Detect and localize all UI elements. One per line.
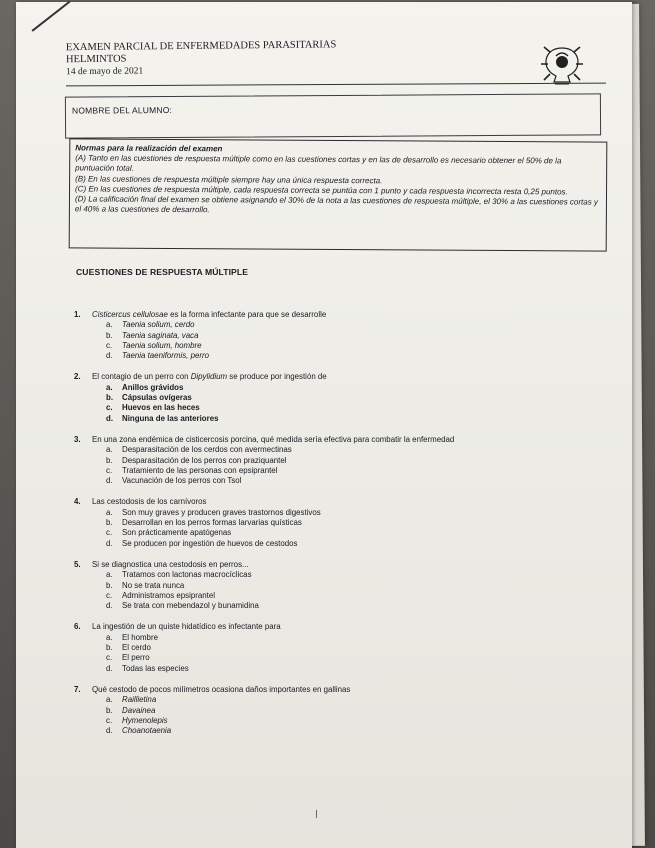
question-number: 7. [74,684,81,694]
rule-b: (B) En las cuestiones de respuesta múltiple siempre hay una única respuesta correcta. [75,174,383,185]
option-a[interactable] [106,570,564,580]
option-d[interactable] [106,664,564,674]
question-1 [74,310,564,361]
option-letter: a. [106,445,113,455]
question-number: 1. [74,310,81,319]
exam-title: EXAMEN PARCIAL DE ENFERMEDADES PARASITARIAS [65,39,337,54]
option-letter: a. [106,320,113,330]
option-b[interactable] [106,518,564,528]
option-c[interactable] [106,466,564,476]
option-a[interactable] [106,320,564,330]
option-letter: a. [106,382,113,392]
option-text: Desarrollan en los perros formas larvarias quísticas [122,518,302,528]
question-number: 3. [74,434,81,444]
option-letter: b. [106,455,113,465]
option-b[interactable] [106,643,564,653]
option-text: Davainea [122,705,156,715]
question-number: 4. [74,497,81,507]
option-text: El hombre [122,632,158,642]
student-name-box[interactable] [65,93,601,138]
exam-sheet [16,2,632,848]
option-letter: b. [106,330,113,340]
option-a[interactable] [106,695,564,705]
option-text: Taenia solium, cerdo [122,320,195,330]
option-text: Administramos epsiprantel [122,590,215,600]
option-letter: a. [106,632,113,642]
question-number: 2. [74,372,81,382]
option-text: El cerdo [122,643,151,653]
page-mark [316,810,317,818]
question-stem: En una zona endémica de cisticercosis porcina, qué medida sería efectiva para combatir la enfermedad [92,434,455,444]
question-stem: Las cestodosis de los carnívoros [92,497,207,507]
option-c[interactable] [106,653,564,663]
option-c[interactable] [106,341,564,351]
option-d[interactable] [106,351,564,361]
option-text: Desparasitación de los cerdos con avermectinas [122,445,292,455]
option-text: El perro [122,653,150,663]
option-a[interactable] [106,508,564,518]
option-text: Cápsulas ovígeras [122,393,192,403]
option-letter: b. [106,643,113,653]
option-letter: a. [106,507,113,517]
option-letter: b. [106,705,113,715]
option-b[interactable] [106,581,564,591]
question-stem [92,372,327,382]
pencil-mark [32,1,71,32]
option-text: Anillos grávidos [122,382,184,392]
stem-text-b: se produce por ingestión de [227,372,327,382]
option-a[interactable] [106,445,564,455]
stem-text: es la forma infectante para que se desarrolle [167,310,327,319]
question-number: 6. [74,622,81,632]
option-text: No se trata nunca [122,580,185,590]
exam-rules-box [69,138,608,251]
option-text: Taenia saginata, vaca [122,330,199,340]
option-letter: c. [106,715,113,725]
question-stem [92,310,326,320]
question-3 [74,435,564,486]
stem-text-a: El contagio de un perro con [92,372,191,382]
option-c[interactable] [106,716,564,726]
question-stem: Si se diagnostica una cestodosis en perros... [92,559,249,569]
option-d[interactable] [106,414,564,424]
option-c[interactable] [106,403,564,413]
option-d[interactable] [106,476,564,486]
university-crest-icon [540,44,584,90]
question-stem: Qué cestodo de pocos milímetros ocasiona daños importantes en gallinas [92,684,351,694]
option-letter: d. [106,726,113,736]
option-c[interactable] [106,528,564,538]
rule-d: (D) La calificación final del examen se obtiene asignando el 30% de la nota a las cuestiones de respuesta múltiple, el 30% a las cuestiones cortas y el 40% a las cuestiones de desarrollo. [74,194,598,215]
stem-italic: Cisticercus cellulosae [92,310,168,319]
option-letter: a. [106,570,113,580]
question-7 [74,685,564,736]
rule-c: (C) En las cuestiones de respuesta múltiple, cada respuesta correcta se puntúa con 1 punto y cada respuesta incorrecta resta 0,25 puntos. [75,184,568,197]
option-letter: c. [106,653,113,663]
option-letter: d. [106,351,113,361]
exam-subtitle: HELMINTOS [65,53,127,66]
stem-italic: Dipylidium [190,372,228,382]
option-letter: c. [106,403,113,413]
section-title: CUESTIONES DE RESPUESTA MÚLTIPLE [76,267,249,277]
header-divider [66,83,606,87]
option-text: Hymenolepis [122,715,168,725]
option-letter: b. [106,580,113,590]
question-2 [74,372,564,423]
option-text: Ninguna de las anteriores [122,413,219,423]
rule-a: (A) Tanto en las cuestiones de respuesta múltiple como en las cuestiones cortas y en las de desarrollo es necesario obtener el 50% de la puntuación total. [75,153,562,174]
option-text: Vacunación de los perros con Tsol [122,476,242,486]
option-letter: b. [106,393,114,403]
option-text: Raillietina [122,695,157,705]
option-text: Choanotaenia [122,726,172,736]
option-letter: d. [106,663,113,673]
option-text: Son prácticamente apatógenas [122,528,232,538]
option-text: Taenia solium, hombre [122,340,202,350]
option-letter: c. [106,528,113,538]
option-text: Taenia taeniformis, perro [122,351,209,361]
option-d[interactable] [106,601,564,611]
option-text: Huevos en las heces [122,403,200,413]
option-letter: c. [106,340,113,350]
option-text: Se trata con mebendazol y bunamidina [122,601,259,611]
option-letter: c. [106,465,113,475]
option-b[interactable] [106,706,564,716]
option-b[interactable] [106,393,564,403]
question-5 [74,560,564,611]
option-text: Desparasitación de los perros con praziquantel [122,455,287,465]
option-letter: b. [106,518,113,528]
option-b[interactable] [106,331,564,341]
question-list [74,310,564,747]
option-text: Son muy graves y producen graves trastornos digestivos [122,507,321,517]
student-name-label: NOMBRE DEL ALUMNO: [71,104,173,116]
question-number: 5. [74,559,81,569]
question-stem: La ingestión de un quiste hidatídico es infectante para [92,622,281,632]
option-c[interactable] [106,591,564,601]
rules-title: Normas para la realización del examen [75,143,223,154]
option-a[interactable] [106,383,564,393]
question-4 [74,497,564,548]
option-letter: a. [106,695,113,705]
option-d[interactable] [106,539,564,549]
question-6 [74,622,564,673]
option-letter: d. [106,538,113,548]
exam-header [66,38,486,78]
option-text: Se producen por ingestión de huevos de cestodos [122,538,298,548]
option-b[interactable] [106,456,564,466]
option-text: Tratamos con lactonas macrocíclicas [122,570,252,580]
option-letter: d. [106,601,113,611]
option-letter: c. [106,590,113,600]
option-d[interactable] [106,726,564,736]
option-text: Todas las especies [122,663,189,673]
option-letter: d. [106,476,113,486]
option-text: Tratamiento de las personas con epsiprantel [122,465,278,475]
option-letter: d. [106,413,114,423]
exam-date: 14 de mayo de 2021 [66,66,144,78]
option-a[interactable] [106,633,564,643]
